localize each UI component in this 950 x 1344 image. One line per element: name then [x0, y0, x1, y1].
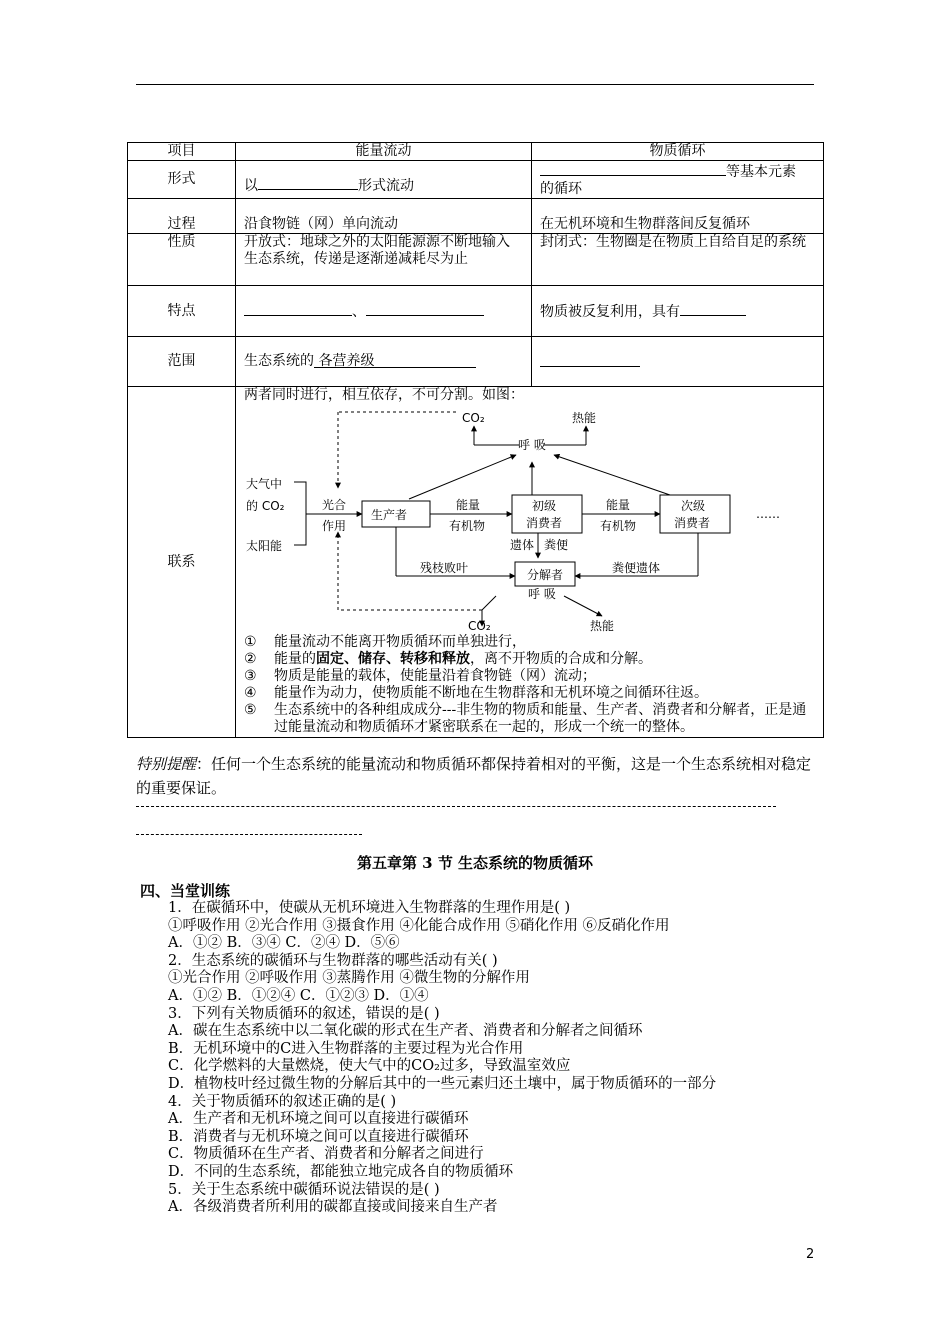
label-feces: 粪便 — [544, 538, 569, 552]
blank-line — [680, 301, 746, 316]
blank-line — [540, 161, 726, 176]
box-secondary-2: 消费者 — [674, 516, 711, 530]
box-decomposer: 分解者 — [527, 568, 564, 582]
row-link — [128, 387, 824, 738]
section-title: 第五章第 3 节 生态系统的物质循环 — [356, 854, 594, 872]
row-label-process: 过程 — [128, 199, 236, 234]
question-line: A．各级消费者所利用的碳都直接或间接来自生产者 — [168, 1199, 498, 1216]
process-matter: 在无机环境和生物群落间反复循环 — [532, 199, 824, 234]
comparison-table — [127, 142, 824, 738]
question-line: D．不同的生态系统，都能独立地完成各自的物质循环 — [168, 1163, 514, 1180]
blank-line — [258, 175, 358, 190]
note-item: ① 能量流动不能离开物质循环而单独进行， — [244, 634, 526, 650]
question-line: 1．在碳循环中，使碳从无机环境进入生物群落的生理作用是( ) — [168, 900, 571, 916]
box-primary-2: 消费者 — [526, 516, 563, 530]
feature-energy: 、 — [236, 286, 532, 337]
form-energy: 以 形式流动 — [236, 161, 532, 199]
label-sun: 太阳能 — [246, 539, 283, 553]
header-item: 项目 — [128, 143, 236, 161]
scope-fill: 各营养级 — [314, 353, 476, 368]
note-item: ② 能量的固定、储存、转移和释放，离不开物质的合成和分解。 — [244, 651, 652, 667]
dashed-rule-short — [136, 834, 362, 835]
question-line: B．无机环境中的C进入生物群落的主要过程为光合作用 — [168, 1040, 524, 1057]
note-item: ③ 物质是能量的载体，使能量沿着食物链（网）流动； — [244, 668, 596, 684]
special-tip — [136, 752, 826, 800]
process-energy: 沿食物链（网）单向流动 — [236, 199, 532, 234]
label-feces-remains: 粪便遗体 — [612, 561, 661, 575]
row-scope — [128, 337, 824, 387]
table-header-row — [128, 143, 824, 161]
note-item: ⑤ 生态系统中的各种组成成分---非生物的物质和能量、生产者、消费者和分解者，正是通过能量流动和物质循环才紧密联系在一起的，形成一个统一的整体。 — [244, 702, 807, 735]
box-producer: 生产者 — [371, 508, 408, 522]
question-line: C．物质循环在生产者、消费者和分解者之间进行 — [168, 1146, 484, 1163]
form-matter: 等基本元素 的循环 — [532, 161, 824, 199]
label-respiration-bottom: 呼 吸 — [528, 587, 556, 601]
blank-line — [244, 301, 352, 316]
label-co2-top: CO₂ — [462, 411, 485, 425]
header-energy: 能量流动 — [236, 143, 532, 161]
label-heat-top: 热能 — [572, 411, 597, 425]
label-atmosphere-1: 大气中 — [246, 477, 283, 491]
link-intro: 两者同时进行，相互依存，不可分割。如图： — [244, 387, 524, 403]
question-line: 5．关于生态系统中碳循环说法错误的是( ) — [168, 1181, 440, 1198]
question-line: C．化学燃料的大量燃烧，使大气中的CO₂过多，导致温室效应 — [168, 1058, 571, 1075]
label-photo-2: 作用 — [322, 519, 347, 533]
header-rule — [136, 84, 814, 85]
label-co2-bottom: CO₂ — [468, 619, 491, 633]
question-line: D．植物枝叶经过微生物的分解后其中的一些元素归还土壤中，属于物质循环的一部分 — [168, 1075, 717, 1092]
note-item: ④ 能量作为动力，使物质能不断地在生物群落和无机环境之间循环往返。 — [244, 685, 708, 701]
label-remains: 遗体 — [510, 538, 535, 552]
label-energy-2: 能量 — [606, 498, 631, 512]
nature-energy: 开放式：地球之外的太阳能源源不断地输入生态系统，传递是逐渐递减耗尽为止 — [236, 234, 532, 286]
row-process — [128, 199, 824, 234]
tip-text: ：任何一个生态系统的能量流动和物质循环都保持着相对的平衡，这是一个生态系统相对稳定的重要保证。 — [136, 755, 812, 797]
header-matter: 物质循环 — [532, 143, 824, 161]
page-number: 2 — [806, 1247, 815, 1262]
cycle-diagram — [234, 406, 814, 634]
question-line: ①呼吸作用 ②光合作用 ③摄食作用 ④化能合成作用 ⑤硝化作用 ⑥反硝化作用 — [168, 917, 670, 934]
row-label-link: 联系 — [128, 387, 236, 738]
nature-matter: 封闭式：生物圈是在物质上自给自足的系统 — [532, 234, 824, 286]
label-more: …… — [756, 507, 780, 521]
blank-line — [366, 301, 484, 316]
row-label-scope: 范围 — [128, 337, 236, 387]
subsection-title: 四、当堂训练 — [140, 882, 231, 900]
dashed-rule — [136, 806, 776, 807]
label-respiration-top: 呼 吸 — [518, 438, 546, 452]
row-label-form: 形式 — [128, 161, 236, 199]
label-photo-1: 光合 — [322, 498, 347, 512]
tip-label: 特别提醒 — [136, 755, 197, 773]
label-heat-bottom: 热能 — [590, 619, 615, 633]
box-secondary-1: 次级 — [681, 499, 706, 513]
question-line: B．消费者与无机环境之间可以直接进行碳循环 — [168, 1128, 469, 1145]
blank-line — [540, 352, 640, 367]
question-line: 4．关于物质循环的叙述正确的是( ) — [168, 1093, 397, 1110]
question-line: ①光合作用 ②呼吸作用 ③蒸腾作用 ④微生物的分解作用 — [168, 970, 530, 987]
question-line: A．生产者和无机环境之间可以直接进行碳循环 — [168, 1111, 469, 1128]
scope-energy: 生态系统的 各营养级 — [236, 337, 532, 387]
question-line: 3．下列有关物质循环的叙述，错误的是( ) — [168, 1005, 440, 1022]
question-list — [168, 900, 828, 1217]
row-form — [128, 161, 824, 199]
question-line: A．①② B．③④ C．②④ D．⑤⑥ — [168, 935, 400, 952]
label-atmosphere-2: 的 CO₂ — [246, 499, 285, 513]
link-content — [236, 387, 824, 738]
link-notes — [244, 634, 815, 736]
label-organic-1: 有机物 — [449, 519, 486, 533]
question-line: A．碳在生态系统中以二氧化碳的形式在生产者、消费者和分解者之间循环 — [168, 1023, 643, 1040]
row-nature — [128, 234, 824, 286]
box-primary-1: 初级 — [532, 499, 557, 513]
label-energy-1: 能量 — [456, 498, 481, 512]
label-litter: 残枝败叶 — [420, 561, 469, 575]
row-label-nature: 性质 — [128, 234, 236, 286]
row-feature — [128, 286, 824, 337]
question-line: A．①② B．①②④ C．①②③ D．①④ — [168, 987, 429, 1004]
scope-matter — [532, 337, 824, 387]
row-label-feature: 特点 — [128, 286, 236, 337]
label-organic-2: 有机物 — [600, 519, 637, 533]
feature-matter: 物质被反复利用，具有 — [532, 286, 824, 337]
question-line: 2．生态系统的碳循环与生物群落的哪些活动有关( ) — [168, 952, 498, 969]
